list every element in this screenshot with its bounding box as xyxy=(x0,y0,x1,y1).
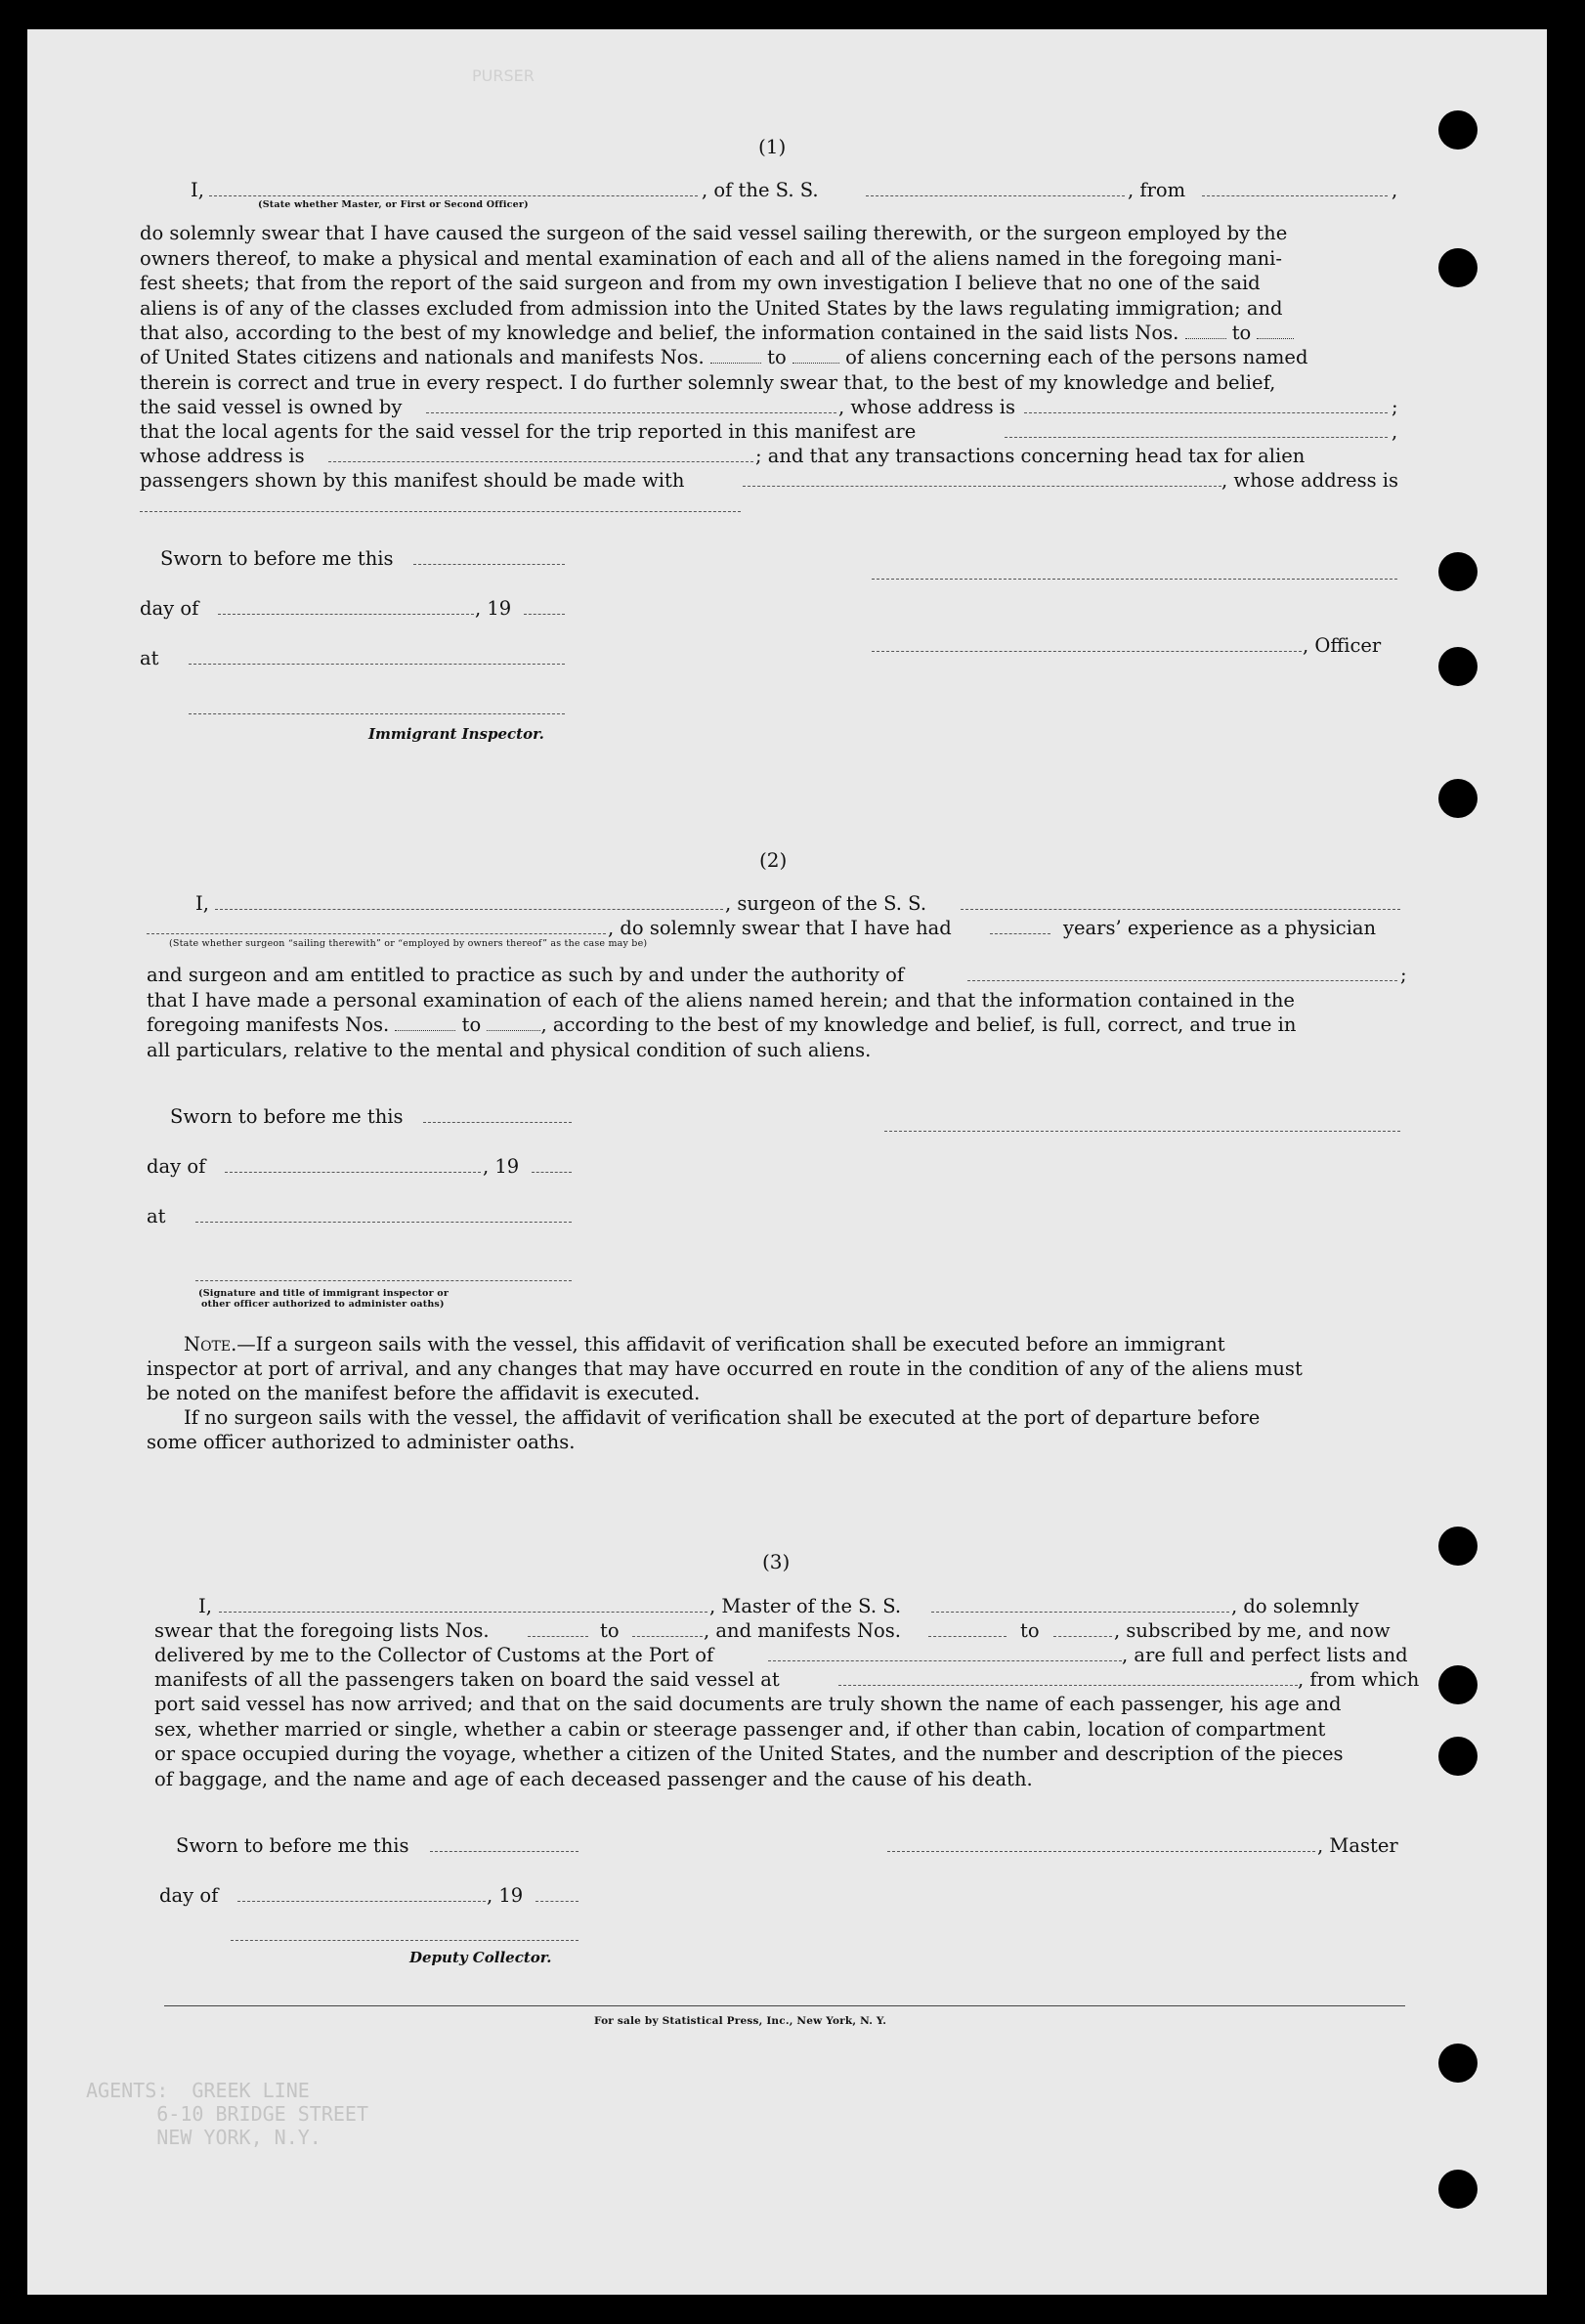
s1-sworn-blank xyxy=(413,564,565,565)
s1-officer-blank xyxy=(872,651,1302,652)
s1-line-5 xyxy=(140,321,1294,346)
s1-agents-address-blank xyxy=(328,461,753,462)
s2-year-blank xyxy=(532,1172,572,1173)
s2-note-line-1 xyxy=(184,1332,1225,1357)
s3-year: , 19 xyxy=(487,1884,524,1907)
s1-whose-address-2: whose address is xyxy=(140,445,305,467)
punch-hole xyxy=(1438,647,1478,686)
s1-from-blank xyxy=(1202,195,1388,196)
s1-owner-address-blank xyxy=(1024,412,1388,413)
s3-to-2: to xyxy=(1020,1619,1040,1642)
punch-hole xyxy=(1438,248,1478,287)
s3-year-blank xyxy=(535,1901,578,1902)
s2-at-blank xyxy=(195,1222,572,1223)
s2-note-text-1: —If a surgeon sails with the vessel, this affidavit of verification shall be executed before an immigrant xyxy=(236,1333,1225,1356)
s2-authority-blank xyxy=(967,980,1397,981)
s2-i-label: I, xyxy=(195,892,209,915)
faded-header: PURSER xyxy=(472,66,535,85)
s1-lists-from-blank xyxy=(1185,332,1226,339)
punch-hole xyxy=(1438,779,1478,818)
s1-vessel-blank xyxy=(866,195,1125,196)
s1-line-6 xyxy=(140,345,1307,370)
footer-rule xyxy=(164,2005,1405,2006)
s3-port-blank xyxy=(768,1660,1122,1661)
s3-vessel-blank xyxy=(931,1612,1229,1613)
s1-from: , from xyxy=(1128,179,1186,201)
s2-year: , 19 xyxy=(483,1155,520,1178)
s1-aliens-text: of aliens concerning each of the persons named xyxy=(845,346,1308,368)
punch-hole xyxy=(1438,1737,1478,1776)
s2-line-personal: that I have made a personal examination of each of the aliens named herein; and that the information contained in the xyxy=(147,989,1295,1011)
s1-head-tax-blank xyxy=(743,486,1221,487)
s3-full-perfect: , are full and perfect lists and xyxy=(1122,1644,1408,1666)
stamp-line-2: 6-10 BRIDGE STREET xyxy=(86,2102,368,2126)
s1-manifest-from-blank xyxy=(710,357,761,364)
s3-manifests-all: manifests of all the passengers taken on board the said vessel at xyxy=(154,1668,780,1691)
s1-passengers: passengers shown by this manifest should be made with xyxy=(140,469,685,492)
s2-surgeon-signature-blank xyxy=(884,1131,1400,1132)
s2-to: to xyxy=(461,1013,482,1036)
s1-sworn: Sworn to before me this xyxy=(160,547,394,570)
s3-line-2: sex, whether married or single, whether a cabin or steerage passenger and, if other than cabin, location of compartment xyxy=(154,1717,1326,1741)
punch-hole xyxy=(1438,552,1478,591)
s2-note2-line-2: some officer authorized to administer oaths. xyxy=(147,1431,576,1453)
s2-line-foregoing xyxy=(147,1012,1296,1038)
s1-day-blank xyxy=(218,614,474,615)
s2-semicolon: ; xyxy=(1400,964,1407,986)
s3-manifests-to-blank xyxy=(1053,1636,1112,1637)
s2-signature-caption-2: other officer authorized to administer oaths) xyxy=(201,1299,445,1310)
s3-name-blank xyxy=(219,1612,707,1613)
s1-whose-address-3: , whose address is xyxy=(1221,469,1399,492)
footer-imprint: For sale by Statistical Press, Inc., New York, N. Y. xyxy=(594,2015,887,2027)
s2-solemnly: , do solemnly swear that I have had xyxy=(608,917,952,939)
s1-inspector-signature-blank xyxy=(189,713,565,714)
s1-citizens-text: of United States citizens and nationals and manifests Nos. xyxy=(140,346,705,368)
s3-delivered: delivered by me to the Collector of Customs at the Port of xyxy=(154,1644,714,1666)
s1-agents-blank xyxy=(1005,437,1388,438)
s1-manifest-to-blank xyxy=(792,357,839,364)
s2-years: years’ experience as a physician xyxy=(1063,917,1377,939)
s2-surgeon-caption: (State whether surgeon “sailing therewith” or “employed by owners thereof” as the case may be) xyxy=(169,938,648,949)
s2-years-blank xyxy=(990,933,1050,934)
s3-from-which: , from which xyxy=(1298,1668,1420,1691)
s1-whose-address: , whose address is xyxy=(838,396,1016,418)
s1-at: at xyxy=(140,647,159,669)
s2-inspector-signature-blank xyxy=(195,1280,572,1281)
s1-line-7: therein is correct and true in every respect. I do further solemnly swear that, to the best of my knowledge and belief, xyxy=(140,371,1276,394)
s1-to-2: to xyxy=(767,346,787,368)
s1-line-2: owners thereof, to make a physical and mental examination of each and all of the aliens named in the foregoing mani- xyxy=(140,246,1282,270)
s1-body xyxy=(140,221,1405,321)
section-1-number: (1) xyxy=(758,135,787,158)
stamp-line-1: AGENTS: GREEK LINE xyxy=(86,2079,310,2102)
s1-inspector-caption: Immigrant Inspector. xyxy=(368,725,544,743)
s1-owned-by: the said vessel is owned by xyxy=(140,396,403,418)
s3-lists-to-blank xyxy=(632,1636,703,1637)
s3-master-signature-blank xyxy=(887,1851,1315,1852)
s2-according-text: , according to the best of my knowledge and belief, is full, correct, and true in xyxy=(540,1013,1297,1036)
s1-signature-blank xyxy=(872,579,1397,580)
s1-day-of: day of xyxy=(140,597,199,620)
s1-semicolon: ; xyxy=(1392,396,1398,418)
s1-year: , 19 xyxy=(475,597,512,620)
s2-manifest-from-blank xyxy=(395,1024,455,1031)
s2-surgeon-type-blank xyxy=(147,933,606,934)
punch-hole xyxy=(1438,2170,1478,2209)
s3-swear-lists: swear that the foregoing lists Nos. xyxy=(154,1619,490,1642)
section-3-number: (3) xyxy=(762,1550,791,1573)
s1-head-tax-address-blank xyxy=(140,511,741,512)
s2-name-blank xyxy=(215,909,723,910)
s1-line-3: fest sheets; that from the report of the said surgeon and from my own investigation I believe that no one of the said xyxy=(140,272,1261,294)
s1-officer-rank-blank xyxy=(209,195,698,196)
s3-master-of: , Master of the S. S. xyxy=(709,1595,902,1617)
s3-sworn: Sworn to before me this xyxy=(176,1834,409,1857)
s3-departure-port-blank xyxy=(838,1685,1298,1686)
s3-i-label: I, xyxy=(198,1595,212,1617)
s1-line-4: aliens is of any of the classes excluded from admission into the United States by the laws regulating immigration; and xyxy=(140,296,1283,320)
section-2-number: (2) xyxy=(759,848,788,872)
s2-authority: and surgeon and am entitled to practice as such by and under the authority of xyxy=(147,964,905,986)
agent-stamp xyxy=(86,2079,368,2149)
s2-manifest-to-blank xyxy=(487,1024,540,1031)
s1-owner-blank xyxy=(426,412,836,413)
s2-surgeon-of: , surgeon of the S. S. xyxy=(725,892,927,915)
s2-signature-caption-1: (Signature and title of immigrant inspector or xyxy=(198,1288,450,1299)
punch-hole xyxy=(1438,1665,1478,1704)
document-page xyxy=(27,29,1547,2295)
s3-line-4: of baggage, and the name and age of each deceased passenger and the cause of his death. xyxy=(154,1767,1033,1790)
s3-collector-signature-blank xyxy=(231,1940,578,1941)
s3-manifests-from-blank xyxy=(928,1636,1007,1637)
s2-note-line-3: be noted on the manifest before the affidavit is executed. xyxy=(147,1382,701,1404)
s3-and-manifests: , and manifests Nos. xyxy=(704,1619,901,1642)
s2-at: at xyxy=(147,1205,166,1227)
s2-foregoing-text: foregoing manifests Nos. xyxy=(147,1013,390,1036)
s2-line-particulars: all particulars, relative to the mental and physical condition of such aliens. xyxy=(147,1039,872,1061)
s1-local-agents: that the local agents for the said vessel for the trip reported in this manifest are xyxy=(140,420,917,443)
s3-sworn-blank xyxy=(430,1851,578,1852)
s1-comma-2: , xyxy=(1392,420,1398,443)
s2-note2-line-1: If no surgeon sails with the vessel, the affidavit of verification shall be executed at the port of departure before xyxy=(184,1406,1261,1429)
s1-lists-to-blank xyxy=(1257,332,1294,339)
s2-note-line-2: inspector at port of arrival, and any changes that may have occurred en route in the condition of any of the aliens must xyxy=(147,1357,1303,1380)
s2-sworn: Sworn to before me this xyxy=(170,1105,404,1128)
s2-note-label: Note. xyxy=(184,1333,237,1356)
s1-comma: , xyxy=(1392,179,1398,201)
s3-line-3: or space occupied during the voyage, whether a citizen of the United States, and the number and description of the pieces xyxy=(154,1743,1344,1765)
stamp-line-3: NEW YORK, N.Y. xyxy=(86,2126,321,2149)
s3-deputy-caption: Deputy Collector. xyxy=(409,1949,552,1966)
s1-i-label: I, xyxy=(191,179,204,201)
s1-to: to xyxy=(1231,322,1252,344)
s3-body xyxy=(154,1692,1435,1791)
punch-hole xyxy=(1438,2044,1478,2083)
s3-subscribed: , subscribed by me, and now xyxy=(1114,1619,1391,1642)
s3-to: to xyxy=(600,1619,620,1642)
s3-day-blank xyxy=(237,1901,486,1902)
s1-line-1: do solemnly swear that I have caused the surgeon of the said vessel sailing therewith, or the surgeon employed by the xyxy=(140,222,1288,244)
s2-day-of: day of xyxy=(147,1155,206,1178)
s2-day-blank xyxy=(225,1172,481,1173)
s1-year-blank xyxy=(524,614,565,615)
s3-lists-from-blank xyxy=(528,1636,588,1637)
s1-of-ss: , of the S. S. xyxy=(702,179,819,201)
s2-vessel-blank xyxy=(961,909,1400,910)
s1-officer-label: , Officer xyxy=(1303,634,1382,657)
s3-line-1: port said vessel has now arrived; and that on the said documents are truly shown the name of each passenger, his age and xyxy=(154,1693,1342,1715)
s2-sworn-blank xyxy=(423,1122,572,1123)
punch-hole xyxy=(1438,110,1478,150)
s3-do-solemnly: , do solemnly xyxy=(1231,1595,1359,1617)
punch-hole xyxy=(1438,1527,1478,1566)
s3-master-label: , Master xyxy=(1317,1834,1398,1857)
s1-at-blank xyxy=(189,664,565,665)
s1-knowledge-text: that also, according to the best of my knowledge and belief, the information contained in the said lists Nos. xyxy=(140,322,1179,344)
s1-transactions: ; and that any transactions concerning head tax for alien xyxy=(755,445,1306,467)
s3-day-of: day of xyxy=(159,1884,219,1907)
s1-rank-caption: (State whether Master, or First or Second Officer) xyxy=(258,199,529,210)
